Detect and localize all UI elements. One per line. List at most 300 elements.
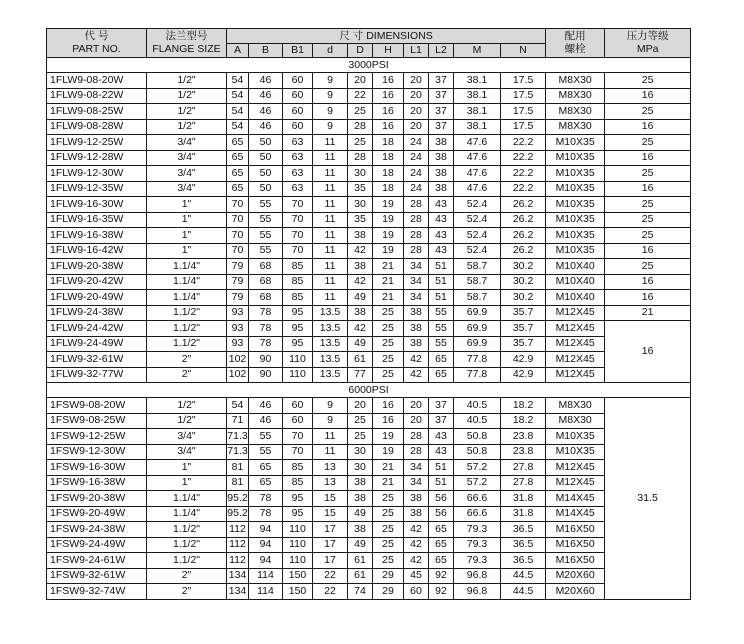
dimension-cell: 112 [227, 537, 249, 553]
dimension-cell: 18 [373, 181, 404, 197]
bolt-cell: M10X40 [546, 259, 605, 275]
dimension-cell: 37 [429, 119, 454, 135]
bolt-cell: M10X35 [546, 166, 605, 182]
table-row [47, 336, 691, 352]
dimension-cell: 25 [348, 104, 373, 120]
table-row [47, 150, 691, 166]
pressure-cell: 25 [605, 197, 691, 213]
dimension-cell: 56 [429, 491, 454, 507]
dimension-cell: 70 [283, 228, 313, 244]
dimension-cell: 95 [283, 305, 313, 321]
dimension-cell: 42 [404, 367, 429, 383]
dimension-cell: 38 [429, 166, 454, 182]
dimension-cell: 13 [313, 475, 348, 491]
flange-size-cell: 2" [147, 584, 227, 600]
dimension-cell: 79.3 [454, 522, 501, 538]
table-row [47, 398, 691, 414]
part-number-cell: 1FLW9-20-49W [47, 290, 147, 306]
dimension-cell: 35 [348, 181, 373, 197]
bolt-cell: M12X45 [546, 305, 605, 321]
section-label: 3000PSI [47, 58, 691, 73]
dimension-cell: 55 [249, 212, 283, 228]
dimension-cell: 60 [283, 398, 313, 414]
dimension-cell: 11 [313, 197, 348, 213]
dimension-cell: 43 [429, 243, 454, 259]
dimension-cell: 61 [348, 352, 373, 368]
table-row [47, 522, 691, 538]
part-number-cell: 1FSW9-12-30W [47, 444, 147, 460]
part-number-cell: 1FLW9-20-42W [47, 274, 147, 290]
section-row [47, 58, 691, 73]
dimension-cell: 38 [429, 135, 454, 151]
dimension-cell: 47.6 [454, 181, 501, 197]
dimension-cell: 37 [429, 413, 454, 429]
dimension-cell: 13.5 [313, 321, 348, 337]
dimension-cell: 23.8 [501, 444, 546, 460]
dimension-cell: 21 [373, 274, 404, 290]
dimension-cell: 15 [313, 506, 348, 522]
dimension-cell: 71 [227, 413, 249, 429]
dimension-cell: 34 [404, 274, 429, 290]
part-no-header-en: PART NO. [72, 43, 121, 55]
table-row [47, 352, 691, 368]
dimension-cell: 27.8 [501, 460, 546, 476]
dimension-cell: 38 [348, 475, 373, 491]
bolt-cell: M10X40 [546, 290, 605, 306]
dimension-cell: 17 [313, 553, 348, 569]
pressure-cell: 25 [605, 212, 691, 228]
bolt-cell: M20X60 [546, 568, 605, 584]
dimension-cell: 30 [348, 166, 373, 182]
dimension-cell: 37 [429, 104, 454, 120]
dimension-cell: 46 [249, 104, 283, 120]
bolt-cell: M10X35 [546, 212, 605, 228]
table-row [47, 506, 691, 522]
bolt-cell: M20X60 [546, 584, 605, 600]
dimension-cell: 54 [227, 119, 249, 135]
dimension-cell: 24 [404, 181, 429, 197]
dimension-cell: 35 [348, 212, 373, 228]
dimension-cell: 17.5 [501, 88, 546, 104]
section-row [47, 383, 691, 398]
part-number-cell: 1FLW9-20-38W [47, 259, 147, 275]
flange-size-cell: 2" [147, 568, 227, 584]
dimension-cell: 134 [227, 568, 249, 584]
dimension-cell: 31.8 [501, 506, 546, 522]
flange-size-cell: 1" [147, 460, 227, 476]
dimension-cell: 11 [313, 274, 348, 290]
bolt-cell: M10X35 [546, 243, 605, 259]
dimension-cell: 70 [227, 197, 249, 213]
table-row [47, 212, 691, 228]
dimension-cell: 11 [313, 212, 348, 228]
flange-size-cell: 2" [147, 352, 227, 368]
part-number-cell: 1FSW9-24-38W [47, 522, 147, 538]
dimension-cell: 34 [404, 290, 429, 306]
dimension-cell: 42 [404, 553, 429, 569]
dimension-cell: 20 [404, 119, 429, 135]
part-number-cell: 1FSW9-20-49W [47, 506, 147, 522]
dimension-cell: 60 [283, 104, 313, 120]
pressure-cell: 16 [605, 181, 691, 197]
dimension-cell: 11 [313, 259, 348, 275]
dimension-cell: 25 [373, 305, 404, 321]
dimension-cell: 31.8 [501, 491, 546, 507]
dimension-cell: 19 [373, 444, 404, 460]
part-number-cell: 1FLW9-16-38W [47, 228, 147, 244]
dimension-cell: 51 [429, 475, 454, 491]
dimension-cell: 20 [404, 104, 429, 120]
dimension-cell: 9 [313, 119, 348, 135]
dimension-cell: 40.5 [454, 398, 501, 414]
dimension-cell: 44.5 [501, 584, 546, 600]
part-number-cell: 1FSW9-16-38W [47, 475, 147, 491]
flange-spec-table [46, 28, 691, 600]
dimension-cell: 51 [429, 274, 454, 290]
dimension-cell: 25 [348, 429, 373, 445]
dimension-cell: 30.2 [501, 259, 546, 275]
dimension-cell: 18.2 [501, 398, 546, 414]
dim-col-header: H [373, 44, 404, 58]
dimension-cell: 60 [283, 413, 313, 429]
pressure-cell: 25 [605, 259, 691, 275]
dimension-cell: 38 [429, 181, 454, 197]
dimension-cell: 37 [429, 73, 454, 89]
part-number-cell: 1FSW9-20-38W [47, 491, 147, 507]
dimension-cell: 30 [348, 460, 373, 476]
dimension-cell: 35.7 [501, 305, 546, 321]
dimension-cell: 65 [429, 367, 454, 383]
part-no-header-cn: 代 号 [84, 30, 109, 42]
dimension-cell: 20 [348, 73, 373, 89]
dimension-cell: 27.8 [501, 475, 546, 491]
pressure-cell: 16 [605, 243, 691, 259]
part-number-cell: 1FLW9-08-28W [47, 119, 147, 135]
dimension-cell: 51 [429, 259, 454, 275]
dimension-cell: 22.2 [501, 166, 546, 182]
dimension-cell: 81 [227, 475, 249, 491]
dimension-cell: 40.5 [454, 413, 501, 429]
dimension-cell: 22.2 [501, 181, 546, 197]
dimension-cell: 78 [249, 491, 283, 507]
dimension-cell: 94 [249, 522, 283, 538]
dimension-cell: 11 [313, 150, 348, 166]
dimension-cell: 38 [404, 321, 429, 337]
dimension-cell: 11 [313, 429, 348, 445]
dimension-cell: 30.2 [501, 290, 546, 306]
dimension-cell: 110 [283, 553, 313, 569]
dimension-cell: 65 [227, 150, 249, 166]
dimension-cell: 47.6 [454, 166, 501, 182]
table-row [47, 429, 691, 445]
dimension-cell: 17 [313, 522, 348, 538]
part-number-cell: 1FLW9-32-61W [47, 352, 147, 368]
dimension-cell: 71.3 [227, 429, 249, 445]
dimension-cell: 85 [283, 460, 313, 476]
flange-size-cell: 1.1/2" [147, 305, 227, 321]
dimension-cell: 65 [227, 166, 249, 182]
merged-pressure-cell: 16 [605, 321, 691, 383]
part-number-cell: 1FLW9-16-42W [47, 243, 147, 259]
part-number-cell: 1FLW9-16-30W [47, 197, 147, 213]
dimension-cell: 11 [313, 166, 348, 182]
bolt-cell: M8X30 [546, 104, 605, 120]
pressure-header-en: MPa [636, 43, 659, 55]
dimension-cell: 85 [283, 274, 313, 290]
dimension-cell: 18 [373, 135, 404, 151]
table-row [47, 367, 691, 383]
dimension-cell: 51 [429, 460, 454, 476]
flange-size-cell: 1/2" [147, 119, 227, 135]
pressure-cell: 25 [605, 73, 691, 89]
dimension-cell: 19 [373, 243, 404, 259]
dimension-cell: 50.8 [454, 444, 501, 460]
bolt-header: 配用螺栓 [546, 29, 605, 58]
table-row [47, 321, 691, 337]
bolt-cell: M8X30 [546, 88, 605, 104]
dimension-cell: 36.5 [501, 537, 546, 553]
flange-size-cell: 1/2" [147, 73, 227, 89]
dimension-cell: 79 [227, 259, 249, 275]
bolt-cell: M14X45 [546, 491, 605, 507]
dimension-cell: 78 [249, 305, 283, 321]
dimension-cell: 16 [373, 413, 404, 429]
bolt-cell: M10X35 [546, 150, 605, 166]
dimension-cell: 9 [313, 73, 348, 89]
dimension-cell: 70 [283, 429, 313, 445]
dimension-cell: 70 [283, 212, 313, 228]
dimension-cell: 20 [404, 73, 429, 89]
table-row [47, 104, 691, 120]
bolt-cell: M14X45 [546, 506, 605, 522]
table-row [47, 88, 691, 104]
merged-pressure-cell: 31.5 [605, 398, 691, 600]
dimension-cell: 11 [313, 290, 348, 306]
dimension-cell: 38 [429, 150, 454, 166]
dimension-cell: 42.9 [501, 367, 546, 383]
pressure-cell: 16 [605, 274, 691, 290]
flange-size-cell: 1" [147, 475, 227, 491]
dimension-cell: 50 [249, 135, 283, 151]
bolt-cell: M16X50 [546, 522, 605, 538]
dimension-cell: 25 [348, 135, 373, 151]
dimension-cell: 9 [313, 88, 348, 104]
dimension-cell: 38 [404, 506, 429, 522]
dimension-cell: 22.2 [501, 135, 546, 151]
dimension-cell: 25 [373, 553, 404, 569]
dim-col-header: M [454, 44, 501, 58]
dimension-cell: 65 [249, 460, 283, 476]
dimension-cell: 49 [348, 506, 373, 522]
dimension-cell: 17.5 [501, 119, 546, 135]
dimension-cell: 65 [429, 352, 454, 368]
part-number-cell: 1FSW9-08-25W [47, 413, 147, 429]
dimension-cell: 70 [283, 197, 313, 213]
table-row [47, 73, 691, 89]
dimension-cell: 150 [283, 584, 313, 600]
table-row [47, 537, 691, 553]
dimension-cell: 42 [404, 352, 429, 368]
dimension-cell: 112 [227, 522, 249, 538]
dimension-cell: 56 [429, 506, 454, 522]
dimension-cell: 38 [348, 259, 373, 275]
part-number-cell: 1FLW9-08-22W [47, 88, 147, 104]
table-row [47, 228, 691, 244]
dimension-cell: 43 [429, 212, 454, 228]
dimension-cell: 71.3 [227, 444, 249, 460]
dimension-cell: 57.2 [454, 475, 501, 491]
dimension-cell: 78 [249, 321, 283, 337]
bolt-cell: M12X45 [546, 336, 605, 352]
dimension-cell: 110 [283, 352, 313, 368]
spec-table-container [46, 28, 690, 600]
flange-size-cell: 1.1/2" [147, 537, 227, 553]
dimension-cell: 25 [373, 321, 404, 337]
dimension-cell: 24 [404, 166, 429, 182]
dimension-cell: 70 [227, 243, 249, 259]
table-header [47, 29, 691, 58]
table-row [47, 568, 691, 584]
flange-size-header-cn: 法兰型号 [165, 30, 208, 42]
dimension-cell: 29 [373, 584, 404, 600]
dimension-cell: 63 [283, 135, 313, 151]
dimension-cell: 52.4 [454, 197, 501, 213]
dimension-cell: 52.4 [454, 228, 501, 244]
dimension-cell: 69.9 [454, 305, 501, 321]
table-row [47, 475, 691, 491]
pressure-cell: 25 [605, 228, 691, 244]
dimension-cell: 65 [429, 537, 454, 553]
dimension-cell: 19 [373, 228, 404, 244]
dimension-cell: 26.2 [501, 197, 546, 213]
part-number-cell: 1FLW9-24-49W [47, 336, 147, 352]
dimension-cell: 79 [227, 274, 249, 290]
dimension-cell: 85 [283, 290, 313, 306]
dimension-cell: 55 [249, 228, 283, 244]
part-number-cell: 1FLW9-08-25W [47, 104, 147, 120]
dimension-cell: 50.8 [454, 429, 501, 445]
table-row [47, 197, 691, 213]
dimension-cell: 11 [313, 135, 348, 151]
table-row [47, 290, 691, 306]
dimension-cell: 92 [429, 568, 454, 584]
table-row [47, 305, 691, 321]
dimension-cell: 55 [249, 197, 283, 213]
dimension-cell: 43 [429, 228, 454, 244]
bolt-cell: M8X30 [546, 73, 605, 89]
dimension-cell: 38 [348, 228, 373, 244]
dimension-cell: 55 [249, 429, 283, 445]
dimension-cell: 22 [313, 584, 348, 600]
pressure-header-cn: 压力等级 [626, 30, 669, 42]
dimension-cell: 69.9 [454, 321, 501, 337]
table-row [47, 413, 691, 429]
dimension-cell: 65 [227, 135, 249, 151]
flange-size-cell: 3/4" [147, 150, 227, 166]
flange-size-cell: 1.1/4" [147, 274, 227, 290]
dimension-cell: 66.6 [454, 491, 501, 507]
dimension-cell: 19 [373, 197, 404, 213]
dimension-cell: 35.7 [501, 321, 546, 337]
dimension-cell: 110 [283, 537, 313, 553]
dimension-cell: 28 [404, 212, 429, 228]
table-row [47, 584, 691, 600]
dimension-cell: 65 [249, 475, 283, 491]
dim-col-header: L2 [429, 44, 454, 58]
flange-size-cell: 1.1/2" [147, 522, 227, 538]
dimension-cell: 46 [249, 398, 283, 414]
dimension-cell: 90 [249, 367, 283, 383]
part-number-cell: 1FLW9-12-30W [47, 166, 147, 182]
dimension-cell: 36.5 [501, 553, 546, 569]
table-body [47, 58, 691, 600]
dimension-cell: 25 [373, 336, 404, 352]
pressure-cell: 16 [605, 119, 691, 135]
dim-col-header: B [249, 44, 283, 58]
table-row [47, 119, 691, 135]
bolt-cell: M10X35 [546, 429, 605, 445]
dimension-cell: 79.3 [454, 537, 501, 553]
dimension-cell: 95 [283, 321, 313, 337]
table-row [47, 553, 691, 569]
dimension-cell: 17.5 [501, 73, 546, 89]
dimension-cell: 93 [227, 321, 249, 337]
flange-size-cell: 3/4" [147, 166, 227, 182]
dimension-cell: 9 [313, 413, 348, 429]
dimension-cell: 95 [283, 506, 313, 522]
dimension-cell: 29 [373, 568, 404, 584]
dimension-cell: 70 [283, 444, 313, 460]
dimension-cell: 16 [373, 398, 404, 414]
dimension-cell: 63 [283, 166, 313, 182]
dimension-cell: 102 [227, 352, 249, 368]
dimension-cell: 22.2 [501, 150, 546, 166]
bolt-cell: M10X40 [546, 274, 605, 290]
table-row [47, 181, 691, 197]
dimension-cell: 42 [348, 243, 373, 259]
bolt-cell: M10X35 [546, 135, 605, 151]
dimension-cell: 46 [249, 73, 283, 89]
flange-size-cell: 1" [147, 228, 227, 244]
flange-size-cell: 3/4" [147, 135, 227, 151]
dimension-cell: 24 [404, 135, 429, 151]
dimension-cell: 46 [249, 413, 283, 429]
table-row [47, 243, 691, 259]
dimension-cell: 35.7 [501, 336, 546, 352]
dimension-cell: 70 [227, 212, 249, 228]
dimension-cell: 54 [227, 104, 249, 120]
dimension-cell: 94 [249, 537, 283, 553]
flange-size-cell: 1.1/4" [147, 290, 227, 306]
dimension-cell: 28 [404, 444, 429, 460]
dimension-cell: 43 [429, 429, 454, 445]
dimension-cell: 30 [348, 444, 373, 460]
dimension-cell: 55 [429, 321, 454, 337]
dimension-cell: 61 [348, 568, 373, 584]
bolt-cell: M12X45 [546, 321, 605, 337]
dimension-cell: 23.8 [501, 429, 546, 445]
dimension-cell: 51 [429, 290, 454, 306]
dimension-cell: 110 [283, 522, 313, 538]
dimension-cell: 90 [249, 352, 283, 368]
dimension-cell: 13.5 [313, 336, 348, 352]
dim-col-header: A [227, 44, 249, 58]
table-row [47, 166, 691, 182]
dimension-cell: 16 [373, 104, 404, 120]
dimension-cell: 26.2 [501, 228, 546, 244]
dimension-cell: 20 [404, 413, 429, 429]
dimension-cell: 38 [348, 522, 373, 538]
